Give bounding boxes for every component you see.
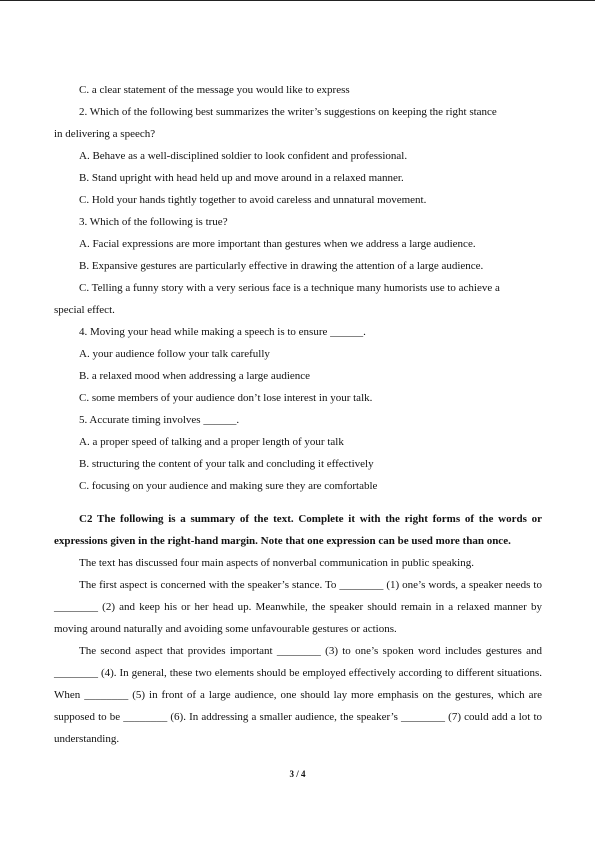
option-4c: C. some members of your audience don’t lose interest in your talk. [79, 392, 373, 404]
summary-paragraph: The first aspect is concerned with the speaker’s stance. To ________ (1) one’s words, a speaker needs to ________ (2) and keep his or her head up. Meanwhile, the speaker should remain in a relaxed manner by moving around naturally and avoiding some unfavourable gestures or actions. [54, 579, 542, 635]
option-5a: A. a proper speed of talking and a proper length of your talk [79, 436, 344, 448]
option-3a: A. Facial expressions are more important than gestures when we address a large audience. [79, 238, 476, 250]
option-4a: A. your audience follow your talk carefully [79, 348, 270, 360]
option-4b: B. a relaxed mood when addressing a large audience [79, 370, 311, 382]
option-5b: B. structuring the content of your talk and concluding it effectively [79, 458, 374, 470]
option-2a: A. Behave as a well-disciplined soldier to look confident and professional. [79, 150, 408, 162]
summary-paragraph: The second aspect that provides important ________ (3) to one’s spoken word includes gestures and ________ (4). In general, these two elements should be employed effectively according to different situations. When ________ (5) in front of a large audience, one should lay more emphasis on the gestures, which are supposed to be ________ (6). In addressing a smaller audience, the speaker’s ________ (7) could add a lot to understanding. [54, 645, 542, 745]
question-2: 2. Which of the following best summarizes the writer’s suggestions on keeping the right stance [79, 106, 497, 118]
question-3: 3. Which of the following is true? [79, 216, 228, 228]
option-3c-cont: special effect. [54, 304, 115, 316]
option-3c: C. Telling a funny story with a very serious face is a technique many humorists use to achieve a [79, 282, 500, 294]
option-2b: B. Stand upright with head held up and move around in a relaxed manner. [79, 172, 404, 184]
option-3b: B. Expansive gestures are particularly effective in drawing the attention of a large audience. [79, 260, 484, 272]
option-2c: C. Hold your hands tightly together to avoid careless and unnatural movement. [79, 194, 427, 206]
question-5: 5. Accurate timing involves ______. [79, 414, 240, 426]
section-gap [54, 497, 542, 508]
option-1c: C. a clear statement of the message you would like to express [79, 84, 350, 96]
option-5c: C. focusing on your audience and making sure they are comfortable [79, 480, 378, 492]
page-content [54, 79, 542, 750]
question-4: 4. Moving your head while making a speech is to ensure ______. [79, 326, 366, 338]
page-number: 3 / 4 [289, 769, 306, 779]
question-2-cont: in delivering a speech? [54, 128, 156, 140]
top-rule [0, 0, 595, 1]
section-heading: C2 The following is a summary of the text. Complete it with the right forms of the words or expressions given in the right-hand margin. Note that one expression can be used more than once. [54, 513, 542, 547]
summary-paragraph: The text has discussed four main aspects of nonverbal communication in public speaking. [79, 557, 474, 569]
